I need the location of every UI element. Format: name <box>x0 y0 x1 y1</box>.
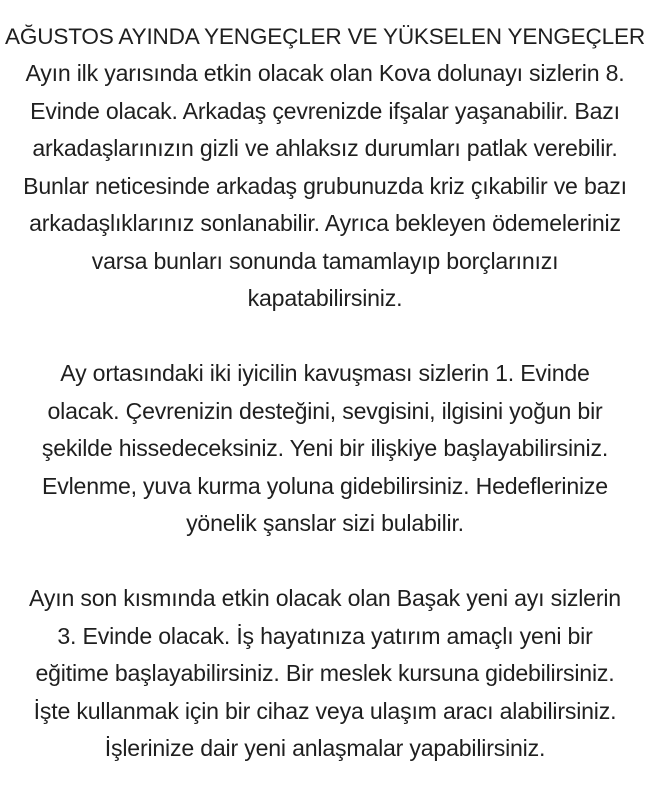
paragraph-line: Evlenme, yuva kurma yoluna gidebilirsiniz. Hedeflerinize <box>42 472 608 499</box>
paragraph-line: arkadaşlıklarınız sonlanabilir. Ayrıca bekleyen ödemeleriniz <box>29 210 621 236</box>
paragraph-line: Ayın son kısmında etkin olacak olan Başak yeni ayı sizlerin <box>29 585 621 611</box>
article-title: AĞUSTOS AYINDA YENGEÇLER VE YÜKSELEN YENGEÇLER <box>5 24 645 49</box>
paragraph-line: 3. Evinde olacak. İş hayatınıza yatırım amaçlı yeni bir <box>57 622 593 649</box>
paragraph-yeniay <box>0 580 650 768</box>
paragraph-line: Evinde olacak. Arkadaş çevrenizde ifşalar yaşanabilir. Bazı <box>30 97 620 124</box>
paragraph-line: arkadaşlarınızın gizli ve ahlaksız durumları patlak verebilir. <box>32 135 618 161</box>
paragraph-line: varsa bunları sonunda tamamlayıp borçlarınızı <box>91 247 559 274</box>
paragraph-line: yönelik şanslar sizi bulabilir. <box>186 510 464 536</box>
paragraph-kavusma <box>0 355 650 543</box>
paragraph-line: Ay ortasındaki iki iyicilin kavuşması sizlerin 1. Evinde <box>60 360 590 386</box>
paragraph-line: İşte kullanmak için bir cihaz veya ulaşım aracı alabilirsiniz. <box>33 697 617 724</box>
paragraph-line: İşlerinize dair yeni anlaşmalar yapabilirsiniz. <box>104 735 546 761</box>
paragraph-line: eğitime başlayabilirsiniz. Bir meslek kursuna gidebilirsiniz. <box>35 660 615 686</box>
paragraph-spacer <box>0 543 650 581</box>
paragraph-line: olacak. Çevrenizin desteğini, sevgisini, ilgisini yoğun bir <box>47 397 603 424</box>
paragraph-dolunay <box>0 55 650 318</box>
paragraph-line: şekilde hissedeceksiniz. Yeni bir ilişkiye başlayabilirsiniz. <box>41 435 609 461</box>
paragraph-line: kapatabilirsiniz. <box>247 285 403 311</box>
paragraph-line: Bunlar neticesinde arkadaş grubunuzda kriz çıkabilir ve bazı <box>23 172 627 199</box>
paragraph-spacer <box>0 318 650 356</box>
paragraph-line: Ayın ilk yarısında etkin olacak olan Kova dolunayı sizlerin 8. <box>25 60 625 86</box>
